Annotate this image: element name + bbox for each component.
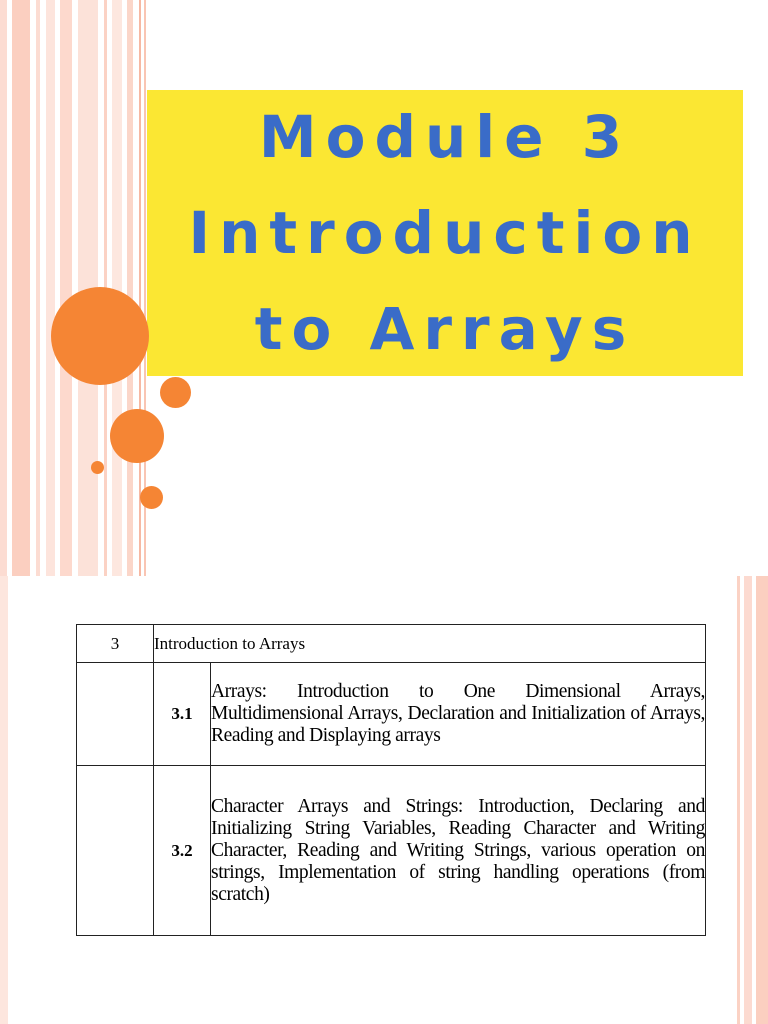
topic-number-cell: 3.1 bbox=[154, 663, 211, 766]
module-number-cell: 3 bbox=[77, 625, 154, 663]
slide-title-line-3: to Arrays bbox=[254, 295, 636, 363]
empty-cell bbox=[77, 663, 154, 766]
slide-title-line-1: Module 3 bbox=[258, 103, 632, 171]
topic-number-cell: 3.2 bbox=[154, 766, 211, 936]
decor-stripe bbox=[127, 0, 133, 576]
decor-circle-medium bbox=[110, 409, 164, 463]
empty-cell bbox=[77, 766, 154, 936]
slide-title-line-2: Introduction bbox=[188, 199, 702, 267]
module-title-cell: Introduction to Arrays bbox=[154, 625, 706, 663]
decor-stripe bbox=[139, 0, 141, 576]
decor-circle-tiny bbox=[91, 461, 104, 474]
topic-description-cell: Arrays: Introduction to One Dimensional Arrays, Multidimensional Arrays, Declaration and Initialization of Arrays, Reading and Displaying arrays bbox=[211, 663, 706, 766]
syllabus-table bbox=[76, 624, 706, 936]
topic-description-cell: Character Arrays and Strings: Introduction, Declaring and Initializing String Variables, Reading Character and Writing Character, Reading and Writing Strings, various operation on strings, Implementation of string handling operations (from scratch) bbox=[211, 766, 706, 936]
decor-stripe bbox=[60, 0, 72, 576]
decor-stripe bbox=[756, 576, 768, 1024]
table-row bbox=[77, 766, 706, 936]
decor-stripe bbox=[0, 0, 7, 576]
decor-stripe bbox=[737, 576, 740, 1024]
syllabus-slide bbox=[0, 576, 768, 1024]
decor-stripe bbox=[744, 576, 752, 1024]
decor-stripe bbox=[36, 0, 40, 576]
decor-circle-small bbox=[140, 486, 163, 509]
table-row bbox=[77, 625, 706, 663]
decor-stripe bbox=[12, 0, 30, 576]
decor-circle-small bbox=[160, 377, 191, 408]
table-row bbox=[77, 663, 706, 766]
decor-circle-large bbox=[51, 287, 149, 385]
decor-stripe bbox=[46, 0, 55, 576]
decor-stripe bbox=[0, 576, 8, 1024]
title-banner bbox=[147, 90, 743, 376]
